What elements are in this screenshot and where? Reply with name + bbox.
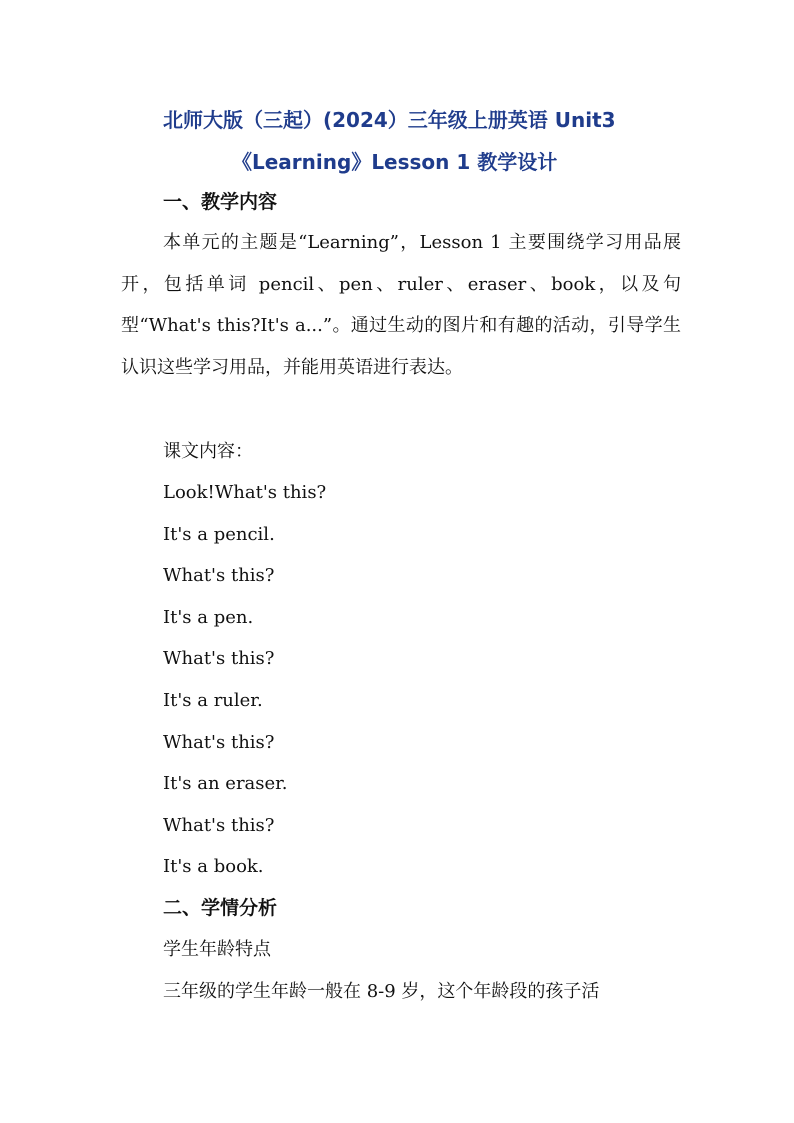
section-heading-teaching-content: 一、教学内容 <box>163 191 278 213</box>
dialogue-line: What's this? <box>163 815 275 836</box>
dialogue-line: It's an eraser. <box>163 773 288 794</box>
dialogue-line: What's this? <box>163 565 275 586</box>
section-paragraph-learner-analysis: 三年级的学生年龄一般在 8-9 岁，这个年龄段的孩子活 <box>163 981 600 1002</box>
document-title-line-2: 《Learning》Lesson 1 教学设计 <box>232 150 558 174</box>
dialogue-line: It's a pen. <box>163 607 254 628</box>
dialogue-line: What's this? <box>163 648 275 669</box>
dialogue-line: It's a book. <box>163 856 264 877</box>
section-paragraph-teaching-content: 本单元的主题是“Learning”，Lesson 1 主要围绕学习用品展开，包括单词 pencil、pen、ruler、eraser、book，以及句型“What's this?It's a...”。通过生动的图片和有趣的活动，引导学生认识这些学习用品，并能用英语进行表达。 <box>121 232 681 378</box>
dialogue-line: What's this? <box>163 732 275 753</box>
dialogue-line: It's a pencil. <box>163 524 275 545</box>
dialogue-line: It's a ruler. <box>163 690 263 711</box>
document-title-line-1: 北师大版（三起）(2024）三年级上册英语 Unit3 <box>163 108 616 132</box>
dialogue-line: Look!What's this? <box>163 482 327 503</box>
section-subheading-age-characteristics: 学生年龄特点 <box>163 939 271 960</box>
section-heading-learner-analysis: 二、学情分析 <box>163 897 278 919</box>
text-content-label: 课文内容： <box>163 441 253 462</box>
